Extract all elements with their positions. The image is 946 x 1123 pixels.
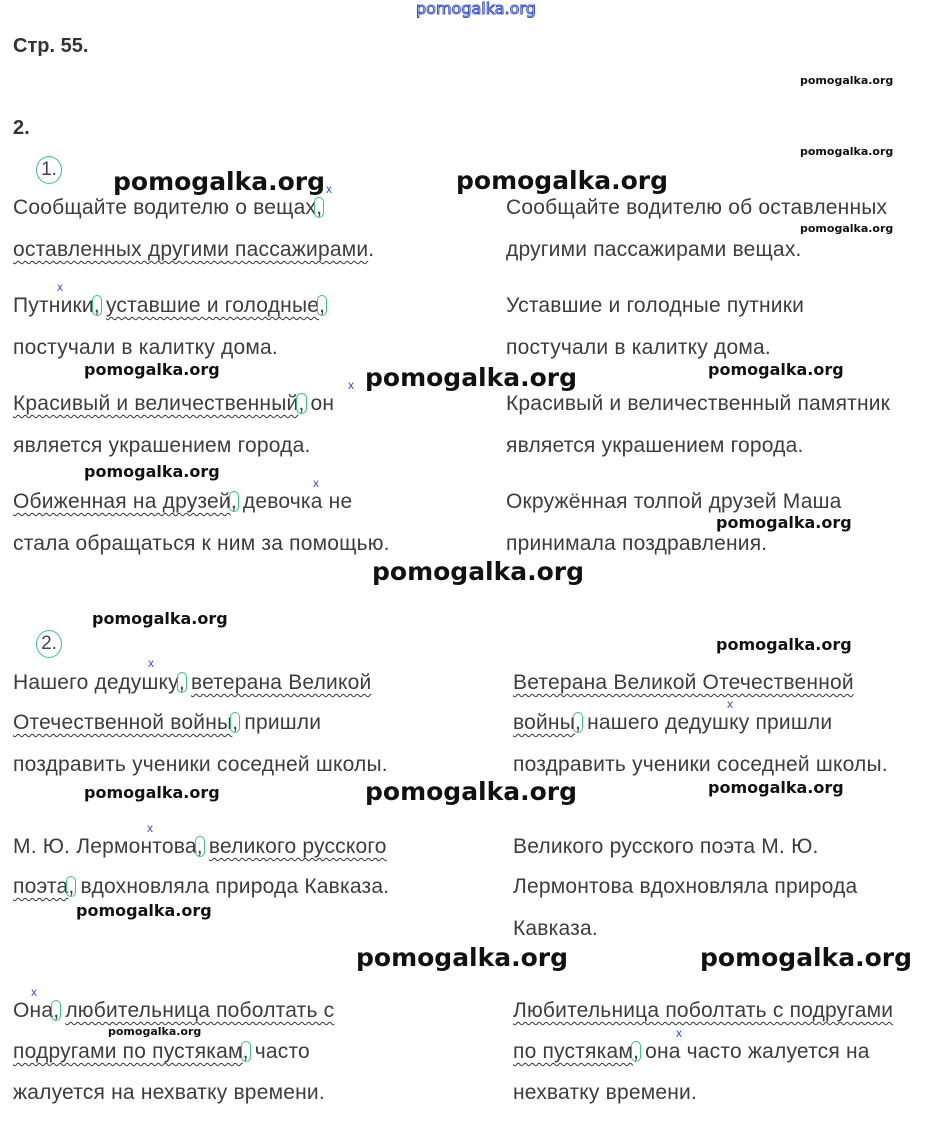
circled-comma: ,	[232, 711, 239, 734]
watermark: pomogalka.org	[800, 145, 894, 158]
text-segment: нашего дедушку пришли	[581, 711, 833, 734]
text-segment: поздравить ученики соседней школы.	[13, 753, 388, 776]
watermark: pomogalka.org	[456, 166, 669, 195]
error-x-mark: x	[727, 697, 733, 711]
text-segment: часто	[248, 1040, 310, 1063]
text-segment: Сообщайте водителю об оставленных	[506, 196, 888, 219]
watermark: pomogalka.org	[356, 943, 569, 972]
section-2-right-line	[513, 671, 854, 695]
circled-comma: ,	[178, 671, 185, 694]
wavy-underlined-phrase: поэта	[13, 875, 69, 898]
page-number: Стр. 55.	[13, 35, 89, 57]
text-segment: принимала поздравления.	[506, 532, 768, 555]
circled-comma: ,	[319, 294, 326, 317]
watermark: pomogalka.org	[716, 513, 852, 532]
watermark: pomogalka.org	[76, 901, 212, 920]
wavy-underlined-phrase: Ветерана Великой Отечественной	[513, 671, 854, 694]
watermark: pomogalka.org	[800, 222, 894, 235]
watermark: pomogalka.org	[800, 74, 894, 87]
watermark: pomogalka.org	[84, 783, 220, 802]
section-1-left-line	[13, 434, 311, 458]
circled-comma: ,	[230, 490, 237, 513]
circled-comma: ,	[68, 875, 75, 898]
section-1-right-line	[506, 490, 842, 514]
text-segment: Лермонтова вдохновляла природа	[513, 875, 858, 898]
section-2-left-line	[13, 711, 321, 735]
section-2-left-line	[13, 753, 388, 777]
text-segment: Уставшие и голодные путники	[506, 294, 805, 317]
section-2-number: 2.	[36, 630, 62, 658]
circled-comma: ,	[93, 294, 100, 317]
section-2-right-line	[513, 835, 819, 859]
section-1-right-line	[506, 392, 890, 416]
section-2-left-line	[13, 671, 371, 695]
text-segment: М. Ю. Лермонтова	[13, 835, 197, 858]
wavy-underlined-phrase: Отечественной войны	[13, 711, 233, 734]
watermark: pomogalka.org	[708, 360, 844, 379]
text-segment: он	[304, 392, 335, 415]
section-2-right-line	[513, 875, 857, 899]
text-segment: Кавказа.	[513, 917, 598, 940]
top-watermark: pomogalka.org	[416, 0, 536, 18]
section-1-right-line	[506, 532, 767, 556]
wavy-underlined-phrase: Красивый и величественный	[13, 392, 299, 415]
watermark: pomogalka.org	[84, 360, 220, 379]
text-segment: девочка не	[236, 490, 353, 513]
wavy-underlined-phrase: уставшие и голодные	[105, 294, 320, 317]
section-1-right-line	[506, 238, 802, 262]
circled-comma: ,	[53, 999, 60, 1022]
task-number: 2.	[13, 117, 30, 139]
section-2-right-line	[513, 1081, 697, 1105]
watermark: pomogalka.org	[365, 777, 578, 806]
watermark: pomogalka.org	[708, 778, 844, 797]
section-1-left-line	[13, 238, 374, 262]
circled-comma: ,	[632, 1040, 640, 1063]
circled-comma: ,	[298, 392, 305, 415]
wavy-underlined-phrase: великого русского	[208, 835, 387, 858]
section-1-number: 1.	[36, 156, 62, 184]
text-segment: другими пассажирами вещах.	[506, 238, 802, 261]
section-2-right-line	[513, 753, 888, 777]
section-2-left-line	[13, 835, 387, 859]
text-segment: стала обращаться к ним за помощью.	[13, 532, 390, 555]
wavy-underlined-phrase: Любительница поболтать с подругами	[513, 999, 894, 1022]
error-x-mark: x	[148, 656, 154, 670]
circled-comma: ,	[316, 196, 323, 219]
text-segment: постучали в калитку дома.	[506, 336, 771, 359]
section-2-left-line	[13, 999, 334, 1023]
section-1-right-line	[506, 336, 771, 360]
section-1-right-line	[506, 196, 887, 220]
wavy-underlined-phrase: по пустякам	[513, 1040, 633, 1063]
watermark: pomogalka.org	[716, 635, 852, 654]
text-segment: поздравить ученики соседней школы.	[513, 753, 888, 776]
error-x-mark: x	[31, 985, 37, 999]
section-1-right-line	[506, 434, 804, 458]
section-1-left-line	[13, 336, 278, 360]
wavy-underlined-phrase: оставленных другими пассажирами	[13, 238, 369, 261]
section-2-left-line	[13, 1081, 325, 1105]
watermark: pomogalka.org	[700, 943, 913, 972]
text-segment: нехватку времени.	[513, 1081, 698, 1104]
text-segment: Нашего дедушку	[13, 671, 179, 694]
section-1-left-line	[13, 392, 334, 416]
watermark: pomogalka.org	[108, 1025, 202, 1038]
watermark: pomogalka.org	[92, 609, 228, 628]
error-x-mark: x	[348, 378, 354, 392]
section-1-left-line	[13, 490, 352, 514]
text-segment: Она	[13, 999, 54, 1022]
error-x-mark: x	[57, 280, 63, 294]
section-2-left-line	[13, 1040, 310, 1064]
text-segment: Красивый и величественный памятник	[506, 392, 891, 415]
section-2-right-line	[513, 711, 832, 735]
section-1-left-line	[13, 532, 390, 556]
section-2-right-line	[513, 1040, 870, 1064]
text-segment: Великого русского поэта М. Ю.	[513, 835, 819, 858]
section-1-left-line	[13, 196, 322, 220]
section-1-left-line	[13, 294, 325, 318]
wavy-underlined-phrase: ветерана Великой	[190, 671, 372, 694]
section-2-right-line	[513, 999, 893, 1023]
text-segment: .	[368, 238, 375, 261]
text-segment: пришли	[238, 711, 322, 734]
circled-comma: ,	[242, 1040, 249, 1063]
text-segment: Путники	[13, 294, 94, 317]
section-2-left-line	[13, 875, 389, 899]
watermark: pomogalka.org	[113, 167, 326, 196]
watermark: pomogalka.org	[372, 557, 585, 586]
text-segment: является украшением города.	[506, 434, 804, 457]
section-2-right-line	[513, 917, 598, 941]
error-x-mark: x	[313, 476, 319, 490]
text-segment: жалуется на нехватку времени.	[13, 1081, 325, 1104]
wavy-underlined-phrase: подругами по пустякам	[13, 1040, 243, 1063]
text-segment: вдохновляла природа Кавказа.	[74, 875, 390, 898]
text-segment: Окружённая толпой друзей Маша	[506, 490, 842, 513]
error-x-mark: x	[326, 182, 332, 196]
circled-comma: ,	[196, 835, 203, 858]
text-segment: постучали в калитку дома.	[13, 336, 278, 359]
watermark: pomogalka.org	[365, 363, 578, 392]
circled-comma: ,	[575, 711, 582, 734]
error-x-mark: x	[147, 821, 153, 835]
wavy-underlined-phrase: Обиженная на друзей	[13, 490, 231, 513]
watermark: pomogalka.org	[84, 462, 220, 481]
wavy-underlined-phrase: любительница поболтать с	[65, 999, 335, 1022]
section-1-right-line	[506, 294, 804, 318]
wavy-underlined-phrase: войны	[513, 711, 576, 734]
text-segment: Сообщайте водителю о вещах	[13, 196, 317, 219]
text-segment: является украшением города.	[13, 434, 311, 457]
error-x-mark: x	[676, 1026, 682, 1040]
text-segment: она часто жалуется на	[639, 1040, 870, 1063]
